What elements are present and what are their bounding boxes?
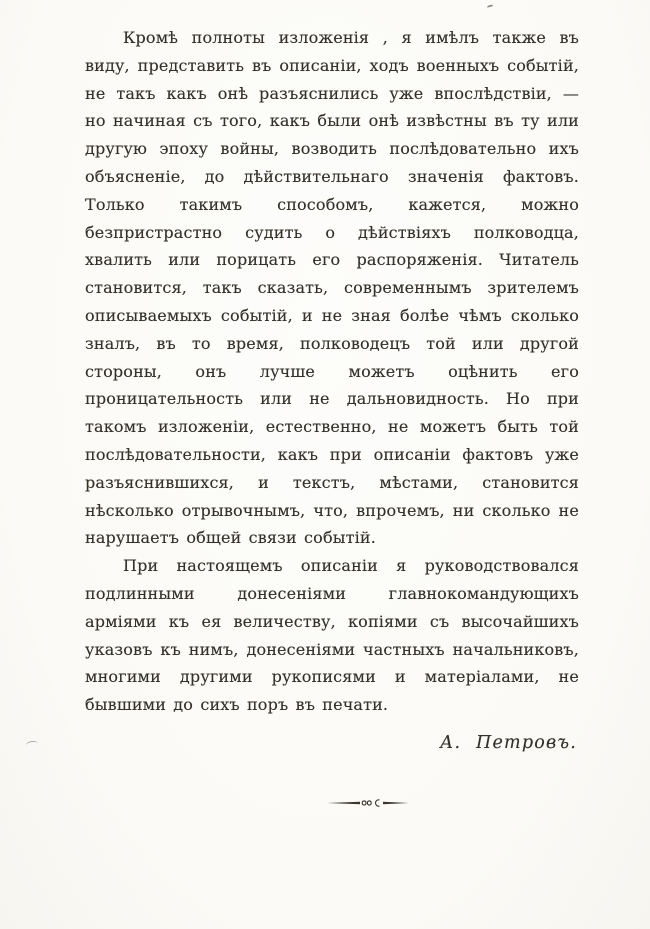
divider-ornament-icon [326,796,410,815]
scan-speck-left-margin [26,740,39,749]
author-signature: А. Петровъ. [440,732,577,753]
scan-speck-top [487,4,494,8]
paragraph-preface-method: Кромѣ полноты изложенія , я имѣлъ также въ виду, представить въ описаніи, ходъ военныхъ событій, не такъ какъ онѣ разъяснились уже впослѣдствіи, — но начиная съ того, какъ были онѣ извѣстны въ ту или другую эпоху войны, возводить послѣдовательно ихъ объясненіе, до дѣйствительнаго значенія фактовъ. Только такимъ способомъ, кажется, можно безпристрастно судить о дѣйствіяхъ полководца, хвалить или порицать его распоряженія. Читатель становится, такъ сказать, современнымъ зрителемъ описываемыхъ событій, и не зная болѣе чѣмъ сколько зналъ, въ то время, полководецъ той или другой стороны, онъ лучше можетъ оцѣнить его проницательность или не дальновидность. Но при такомъ изложеніи, естественно, не можетъ быть той послѣдовательности, какъ при описаніи фактовъ уже разъяснившихся, и текстъ, мѣстами, становится нѣсколько отрывочнымъ, что, впрочемъ, ни сколько не нарушаетъ общей связи событій. [85,28,579,548]
tailpiece-divider [85,795,579,811]
text-block [85,24,579,811]
paragraph-preface-sources: При настоящемъ описаніи я руководствовался подлинными донесеніями главнокомандующихъ арміями къ ея величеству, копіями съ высочайшихъ указовъ къ нимъ, донесеніями частныхъ начальниковъ, многими другими рукописями и матеріалами, не бывшими до сихъ поръ въ печати. [85,556,579,715]
